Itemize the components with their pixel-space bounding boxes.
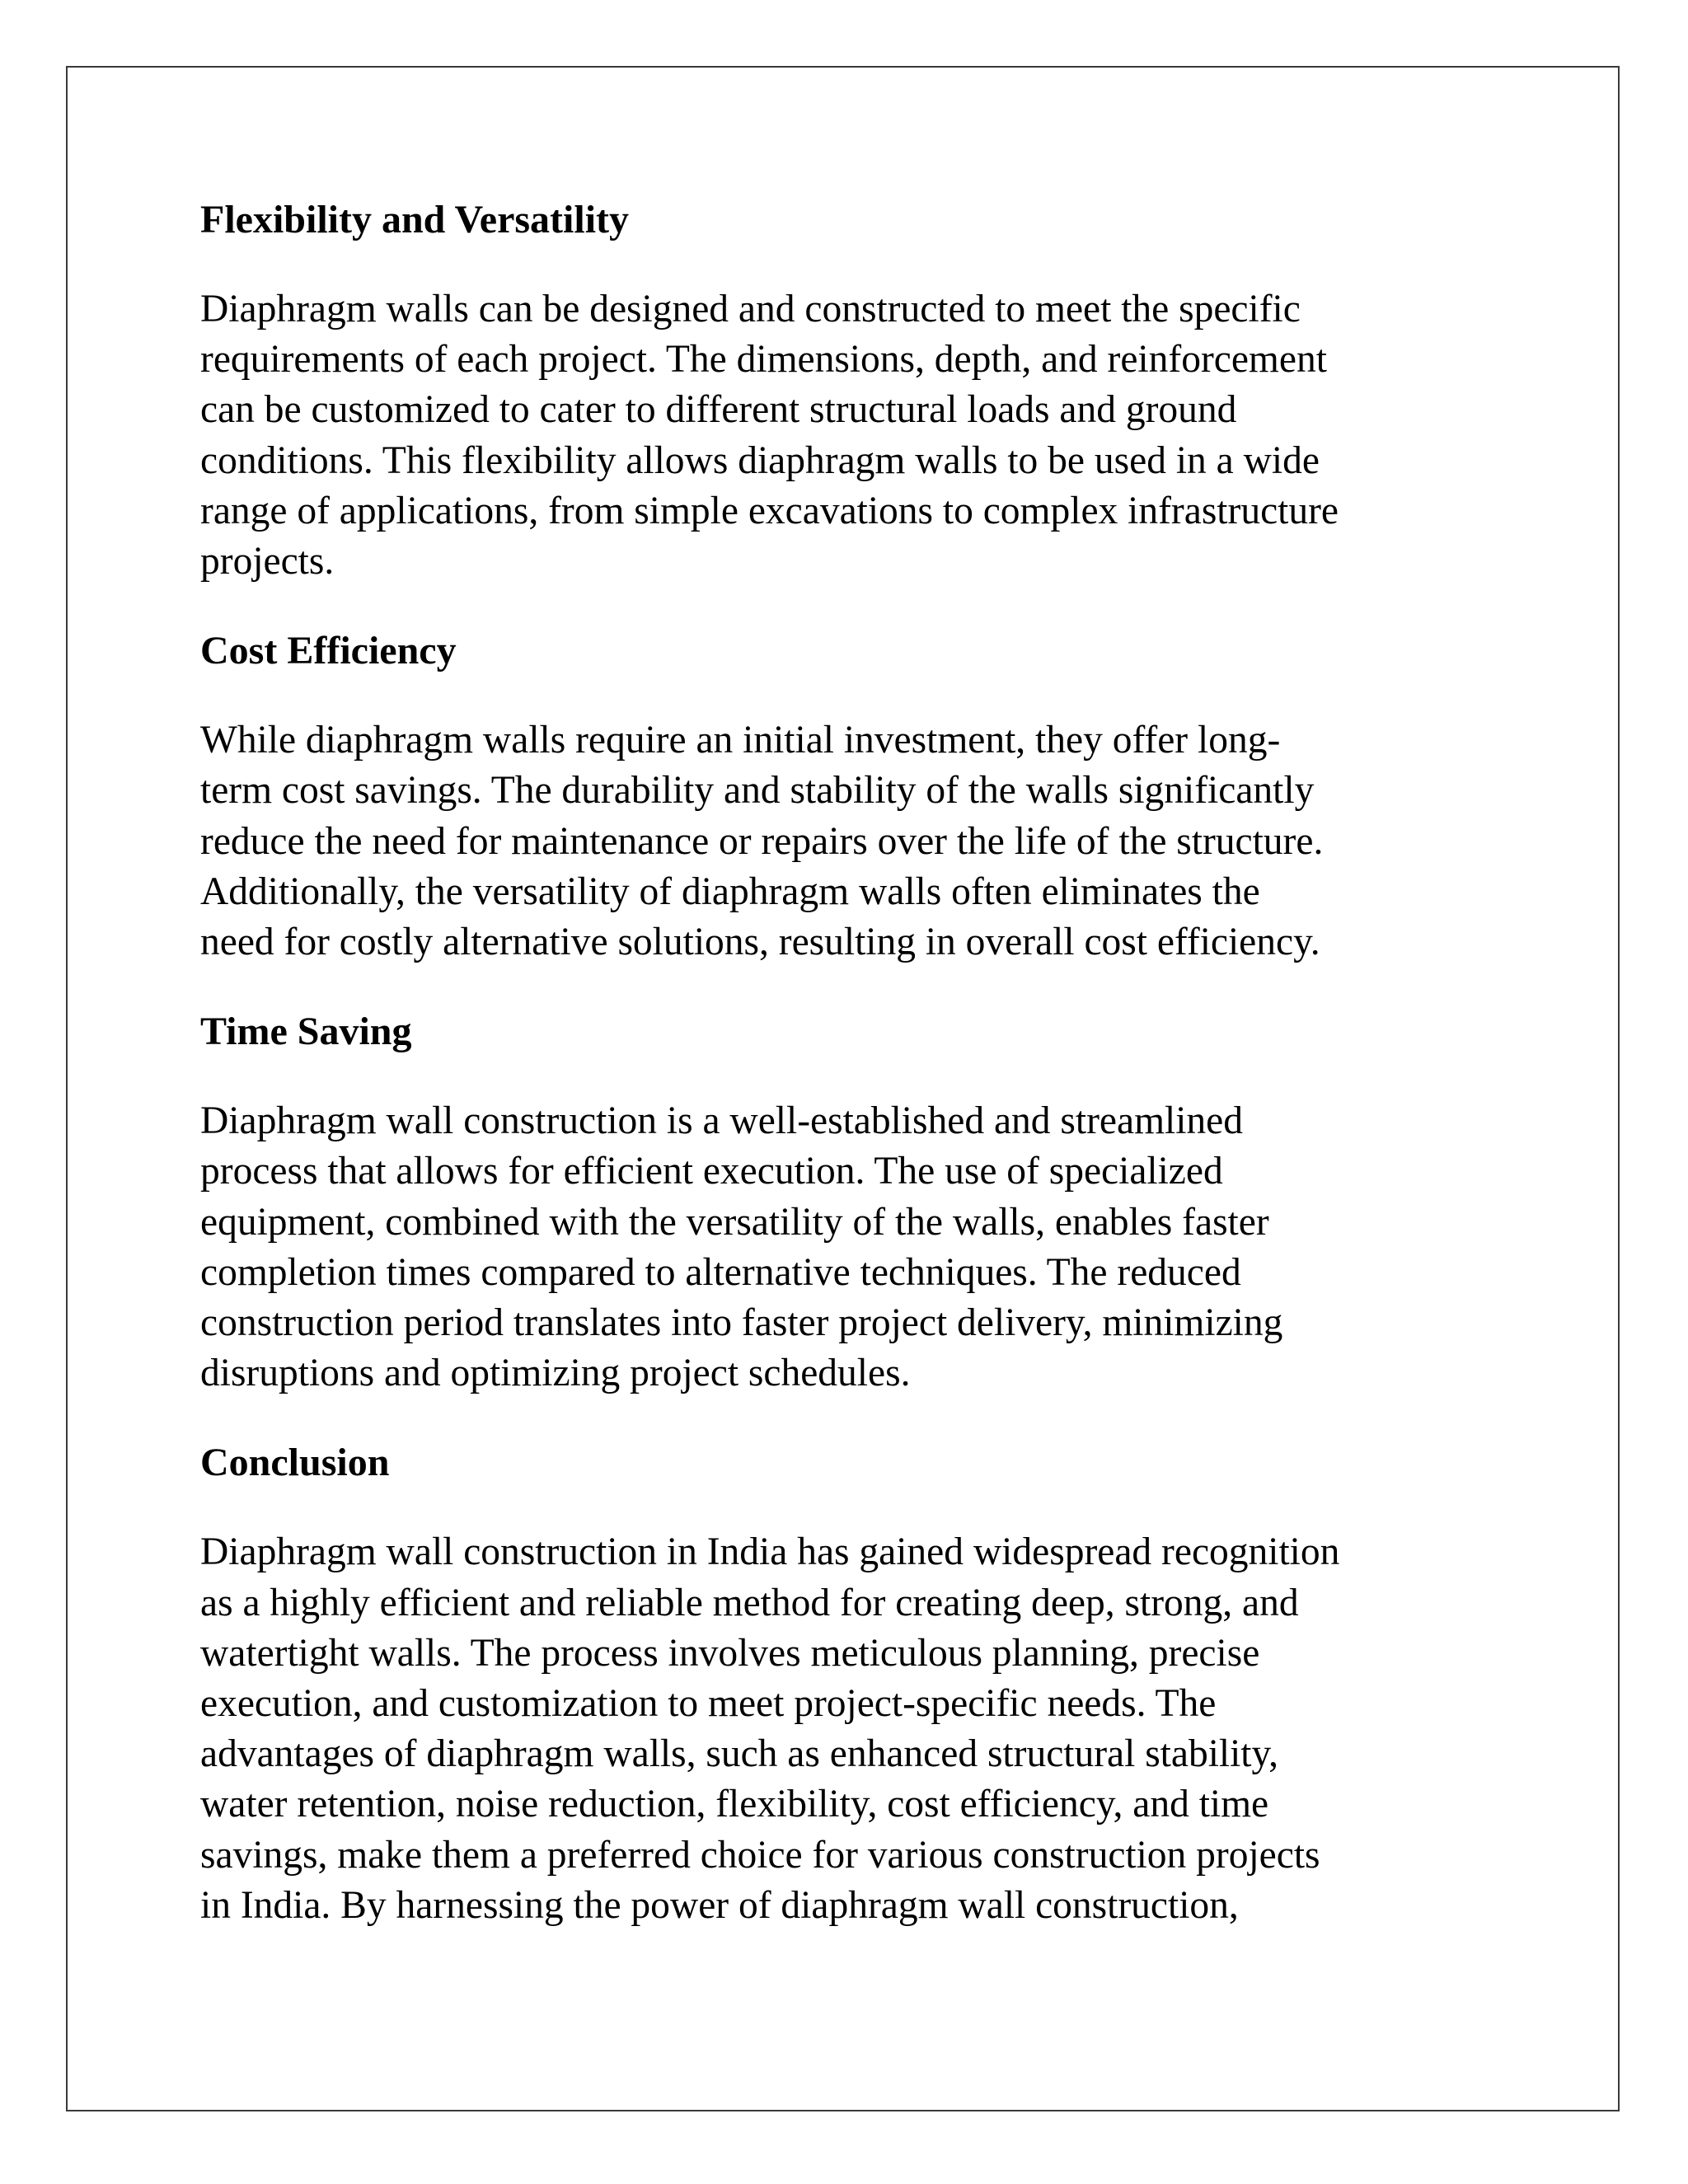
- text-line: execution, and customization to meet project-specific needs. The: [200, 1682, 1217, 1726]
- text-line: in India. By harnessing the power of diaphragm wall construction,: [200, 1883, 1239, 1927]
- section-paragraph: [200, 1096, 1519, 1399]
- text-line: equipment, combined with the versatility of the walls, enables faster: [200, 1200, 1269, 1244]
- section-flexibility: [200, 195, 1519, 587]
- section-heading: Cost Efficiency: [200, 629, 457, 673]
- section-cost-efficiency: [200, 626, 1519, 968]
- text-line: can be customized to cater to different structural loads and ground: [200, 388, 1237, 432]
- text-line: projects.: [200, 540, 335, 583]
- text-line: disruptions and optimizing project schedules.: [200, 1352, 911, 1395]
- text-line: construction period translates into faster project delivery, minimizing: [200, 1301, 1283, 1345]
- text-line: Additionally, the versatility of diaphragm walls often eliminates the: [200, 869, 1260, 913]
- text-line: Diaphragm wall construction in India has gained widespread recognition: [200, 1530, 1340, 1574]
- text-line: savings, make them a preferred choice for various construction projects: [200, 1833, 1320, 1877]
- section-heading: Conclusion: [200, 1441, 390, 1485]
- text-line: term cost savings. The durability and stability of the walls significantly: [200, 769, 1315, 813]
- document-body: [200, 195, 1519, 1971]
- section-conclusion: [200, 1438, 1519, 1931]
- text-line: range of applications, from simple excavations to complex infrastructure: [200, 489, 1339, 532]
- text-line: water retention, noise reduction, flexibility, cost efficiency, and time: [200, 1783, 1269, 1826]
- text-line: conditions. This flexibility allows diaphragm walls to be used in a wide: [200, 438, 1320, 482]
- section-time-saving: [200, 1007, 1519, 1399]
- text-line: advantages of diaphragm walls, such as enhanced structural stability,: [200, 1732, 1279, 1776]
- section-heading: Time Saving: [200, 1010, 412, 1054]
- text-line: process that allows for efficient execution. The use of specialized: [200, 1150, 1223, 1193]
- text-line: requirements of each project. The dimensions, depth, and reinforcement: [200, 338, 1327, 382]
- text-line: Diaphragm wall construction is a well-established and streamlined: [200, 1099, 1243, 1143]
- text-line: reduce the need for maintenance or repairs over the life of the structure.: [200, 819, 1324, 863]
- text-line: completion times compared to alternative techniques. The reduced: [200, 1250, 1241, 1294]
- section-paragraph: [200, 284, 1519, 587]
- section-paragraph: [200, 715, 1519, 968]
- text-line: Diaphragm walls can be designed and constructed to meet the specific: [200, 288, 1301, 330]
- text-line: While diaphragm walls require an initial investment, they offer long-: [200, 719, 1281, 762]
- text-line: need for costly alternative solutions, resulting in overall cost efficiency.: [200, 921, 1320, 964]
- section-heading: Flexibility and Versatility: [200, 198, 630, 241]
- text-line: as a highly efficient and reliable method for creating deep, strong, and: [200, 1581, 1299, 1624]
- section-paragraph: [200, 1527, 1519, 1931]
- text-line: watertight walls. The process involves meticulous planning, precise: [200, 1631, 1260, 1675]
